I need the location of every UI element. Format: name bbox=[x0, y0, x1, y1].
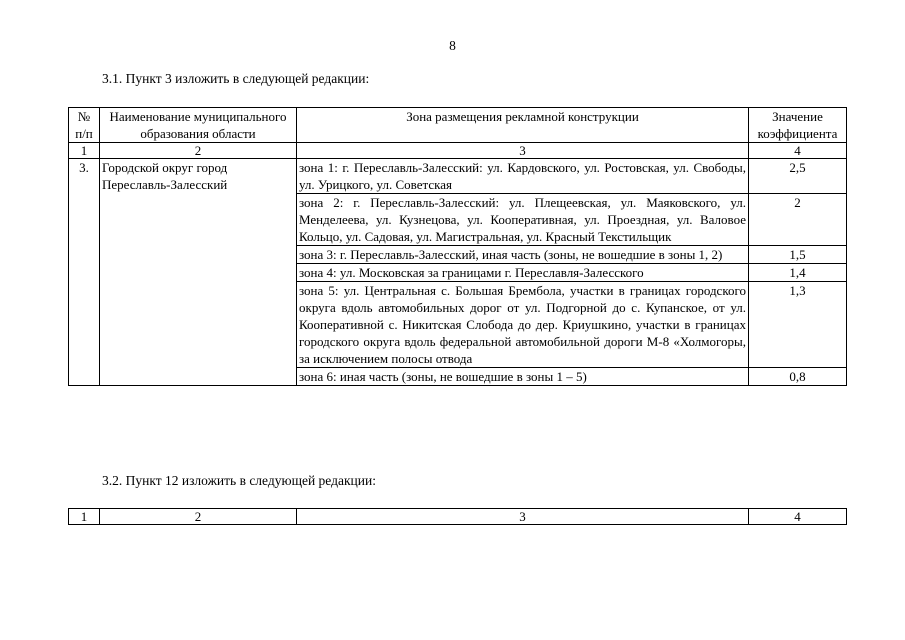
section-heading-3-1: 3.1. Пункт 3 изложить в следующей редакции: bbox=[102, 71, 370, 86]
col-number: 3 bbox=[297, 509, 749, 525]
zone-text: зона 2: г. Переславль-Залесский: ул. Плещеевская, ул. Маяковского, ул. Менделеева, ул. Кузнецова, ул. Кооперативная, ул. Проездная, ул. Валовое Кольцо, ул. Садовая, ул. Магистральная, ул. Красный Текстильщик bbox=[297, 194, 749, 246]
column-number-row bbox=[69, 143, 847, 159]
zone-text: зона 6: иная часть (зоны, не вошедшие в зоны 1 – 5) bbox=[297, 368, 749, 386]
col-number: 1 bbox=[69, 143, 100, 159]
header-number: № п/п bbox=[69, 108, 100, 143]
zone-coefficient: 1,5 bbox=[749, 246, 847, 264]
municipality-name: Городской округ город Переславль-Залесский bbox=[100, 159, 297, 386]
second-table bbox=[68, 508, 847, 525]
col-number: 2 bbox=[100, 143, 297, 159]
page-number: 8 bbox=[449, 38, 456, 53]
table-row bbox=[69, 159, 847, 194]
zone-coefficient: 2 bbox=[749, 194, 847, 246]
zone-coefficient: 2,5 bbox=[749, 159, 847, 194]
header-zone: Зона размещения рекламной конструкции bbox=[297, 108, 749, 143]
col-number: 1 bbox=[69, 509, 100, 525]
zone-text: зона 1: г. Переславль-Залесский: ул. Кардовского, ул. Ростовская, ул. Свободы, ул. Урицкого, ул. Советская bbox=[297, 159, 749, 194]
zone-coefficient: 1,4 bbox=[749, 264, 847, 282]
zone-text: зона 3: г. Переславль-Залесский, иная часть (зоны, не вошедшие в зоны 1, 2) bbox=[297, 246, 749, 264]
header-municipality: Наименование муниципального образования области bbox=[100, 108, 297, 143]
header-coefficient: Значение коэффициента bbox=[749, 108, 847, 143]
col-number: 4 bbox=[749, 509, 847, 525]
table-header-row bbox=[69, 108, 847, 143]
section-heading-3-2: 3.2. Пункт 12 изложить в следующей редакции: bbox=[102, 473, 376, 488]
zone-text: зона 4: ул. Московская за границами г. Переславля-Залесского bbox=[297, 264, 749, 282]
column-number-row bbox=[69, 509, 847, 525]
zone-coefficient: 1,3 bbox=[749, 282, 847, 368]
zone-coefficient: 0,8 bbox=[749, 368, 847, 386]
col-number: 3 bbox=[297, 143, 749, 159]
row-number: 3. bbox=[69, 159, 100, 386]
col-number: 2 bbox=[100, 509, 297, 525]
col-number: 4 bbox=[749, 143, 847, 159]
coefficients-table bbox=[68, 107, 847, 386]
zone-text: зона 5: ул. Центральная с. Большая Брембола, участки в границах городского округа вдоль автомобильных дорог от ул. Подгорной до с. Купанское, от ул. Кооперативной с. Никитская Слобода до дер. Криушкино, участки в границах городского округа вдоль федеральной автомобильной дороги М-8 «Холмогоры, за исключением полосы отвода bbox=[297, 282, 749, 368]
